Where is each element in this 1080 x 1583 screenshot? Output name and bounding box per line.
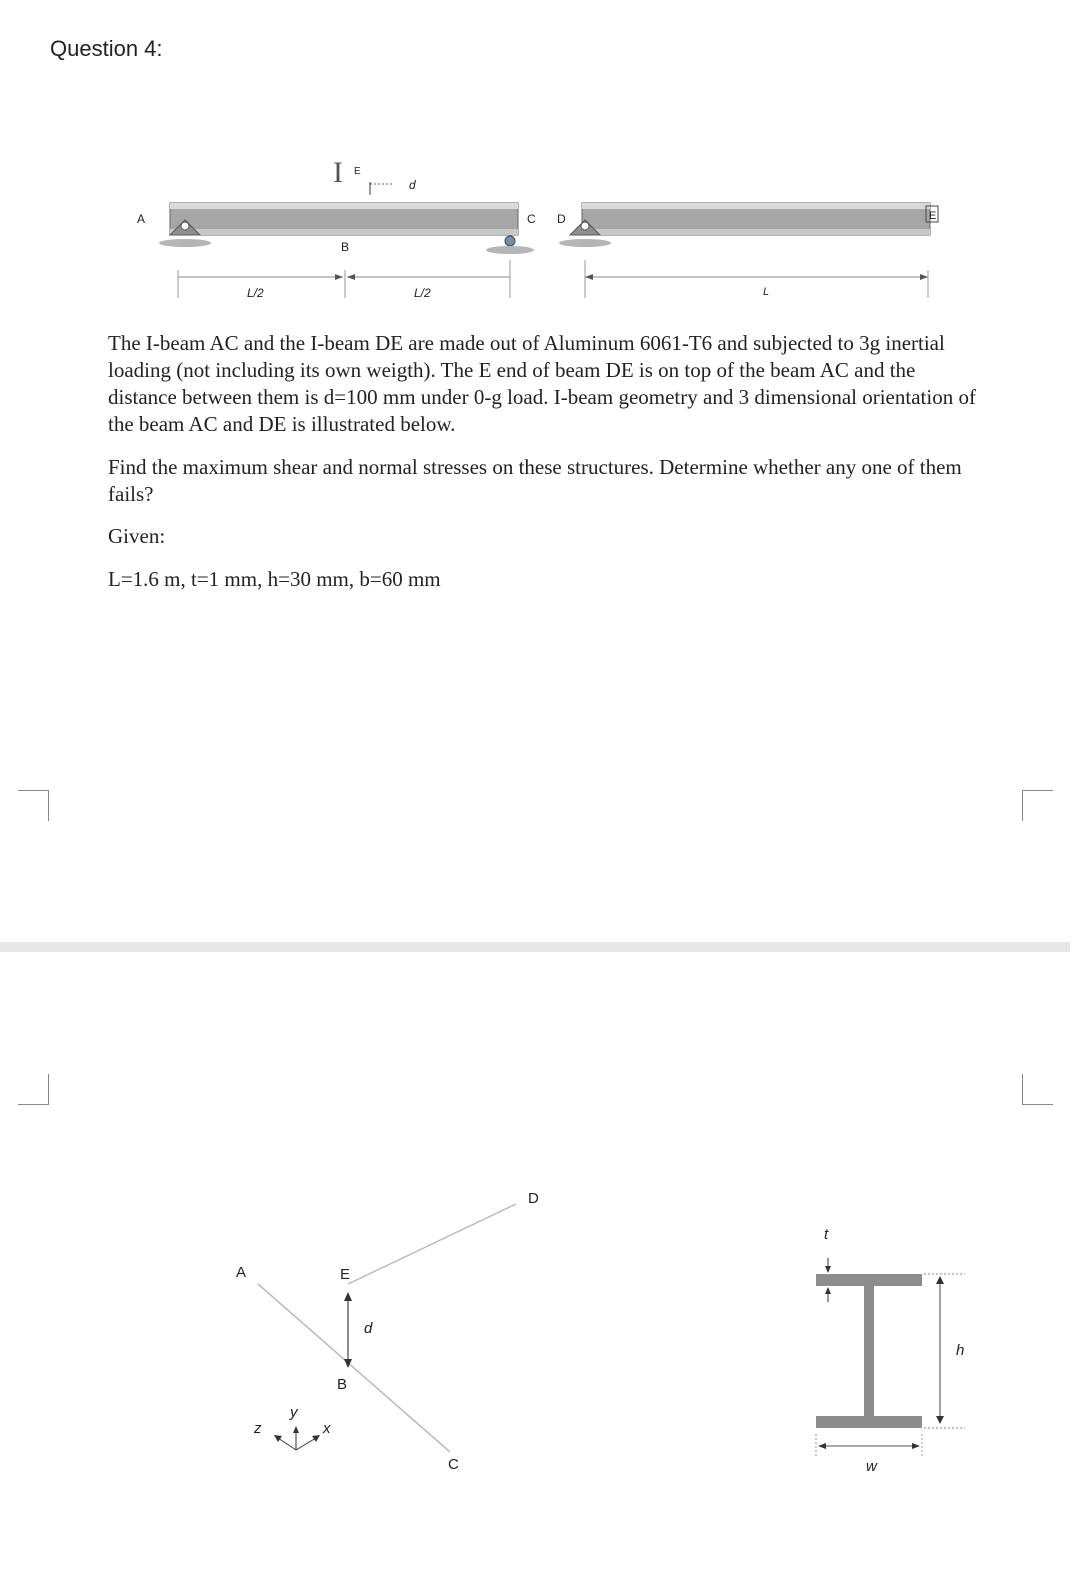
t-arrow-bottom <box>825 1287 831 1294</box>
problem-statement: The I-beam AC and the I-beam DE are made out of Aluminum 6061-T6 and subjected to 3g inertial loading (not including its own weigth). The E end of beam DE is on top of the beam AC and the distance between them is d=100 mm under 0-g load. I-beam geometry and 3 dimensional orientation of the beam AC and DE is illustrated below. <box>108 331 976 436</box>
dim-arrow-de-right <box>920 274 928 280</box>
dim-label-full: L <box>763 286 770 298</box>
t-arrow-top <box>825 1266 831 1273</box>
axis-y-arrow <box>293 1426 299 1433</box>
w-arrow-right <box>912 1443 920 1449</box>
given-values: L=1.6 m, t=1 mm, h=30 mm, b=60 mm <box>108 567 441 591</box>
label-a: A <box>137 212 146 226</box>
h-arrow-up <box>936 1276 944 1284</box>
label-w: w <box>866 1458 877 1475</box>
beam-diagram-side-view <box>130 120 960 310</box>
line-ed <box>348 1204 516 1284</box>
dim-arrow-bc <box>347 274 355 280</box>
orientation-diagram <box>220 1180 560 1500</box>
w-arrow-left <box>818 1443 826 1449</box>
label-e-small: E <box>354 166 361 177</box>
dim-label-half-left: L/2 <box>247 286 264 300</box>
label-d-gap: d <box>409 178 416 192</box>
question-title: Question 4: <box>50 36 163 61</box>
axis-z-line <box>278 1438 296 1450</box>
page-divider <box>0 942 1070 952</box>
bottom-flange <box>816 1416 922 1428</box>
corner-mark-bottom-left <box>18 1074 49 1105</box>
corner-mark-top-left <box>18 790 49 821</box>
corner-mark-bottom-right <box>1022 1074 1053 1105</box>
axis-x-line <box>296 1438 316 1450</box>
label-c-3d: C <box>448 1456 459 1473</box>
label-d-3d: d <box>364 1320 373 1337</box>
top-flange <box>816 1274 922 1286</box>
web <box>864 1286 874 1416</box>
given-label: Given: <box>108 524 166 548</box>
axis-z-label: z <box>254 1420 262 1437</box>
beam-de-top-flange <box>582 203 930 209</box>
beam-de-bottom-flange <box>582 229 930 235</box>
beam-diagram-svg <box>130 120 960 310</box>
axis-x-label: x <box>323 1420 331 1437</box>
label-c: C <box>527 212 536 226</box>
label-d-point-3d: D <box>528 1190 539 1207</box>
label-d: D <box>557 212 566 226</box>
label-b: B <box>341 240 350 254</box>
roller-support-c <box>486 236 534 254</box>
label-a-3d: A <box>236 1264 247 1281</box>
beam-ac-bottom-flange <box>170 229 518 235</box>
dim-arrow-ab <box>335 274 343 280</box>
dim-label-half-right: L/2 <box>414 286 431 300</box>
h-arrow-down <box>936 1416 944 1424</box>
d-arrow-down <box>344 1359 352 1368</box>
ibeam-symbol: I <box>333 156 343 189</box>
orientation-svg <box>220 1180 560 1500</box>
label-b-3d: B <box>337 1376 348 1393</box>
label-e-3d: E <box>340 1266 351 1283</box>
label-t: t <box>824 1226 829 1243</box>
d-arrow-up <box>344 1292 352 1301</box>
label-e: E <box>929 210 937 222</box>
line-ac <box>258 1284 450 1452</box>
task-statement: Find the maximum shear and normal stresses on these structures. Determine whether any one of them fails? <box>108 455 962 506</box>
axis-z-arrow <box>274 1435 282 1442</box>
ibeam-cross-section <box>790 1220 990 1485</box>
label-h: h <box>956 1342 965 1359</box>
axis-y-label: y <box>290 1404 298 1421</box>
axis-x-arrow <box>312 1435 320 1442</box>
beam-ac-top-flange <box>170 203 518 209</box>
corner-mark-top-right <box>1022 790 1053 821</box>
dim-arrow-de-left <box>585 274 593 280</box>
